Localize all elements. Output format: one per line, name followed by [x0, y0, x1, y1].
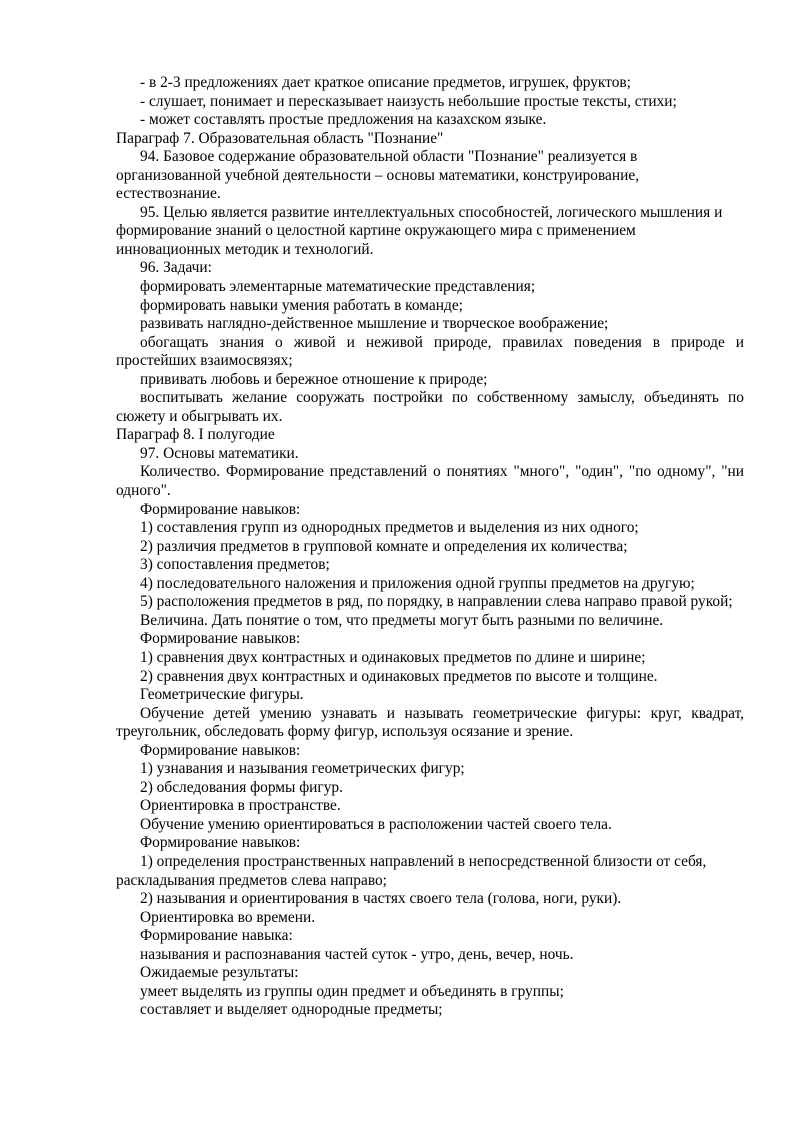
paragraph: развивать наглядно-действенное мышление и творческое воображение; [140, 315, 609, 333]
paragraph: Формирование навыков: [140, 741, 301, 759]
paragraph: 2) различия предметов в групповой комнате и определения их количества; [140, 537, 628, 555]
paragraph: Формирование навыков: [140, 630, 301, 648]
paragraph: - может составлять простые предложения на казахском языке. [140, 111, 547, 129]
paragraph: Геометрические фигуры. [140, 686, 304, 704]
paragraph: формировать элементарные математические представления; [140, 278, 536, 296]
paragraph: 1) определения пространственных направлений в непосредственной близости от себя, раскладывания предметов слева направо; [116, 852, 707, 889]
paragraph: 94. Базовое содержание образовательной области "Познание" реализуется в организованной учебной деятельности – основы математики, конструирование, естествознание. [116, 148, 640, 203]
paragraph: Формирование навыка: [140, 927, 293, 945]
paragraph: 2) сравнения двух контрастных и одинаковых предметов по высоте и толщине. [140, 667, 658, 685]
paragraph: прививать любовь и бережное отношение к природе; [140, 370, 488, 388]
paragraph: формировать навыки умения работать в команде; [140, 296, 463, 314]
paragraph: Ориентировка в пространстве. [140, 797, 341, 815]
paragraph: Обучение умению ориентироваться в расположении частей своего тела. [140, 815, 612, 833]
paragraph: 2) обследования формы фигур. [140, 778, 343, 796]
paragraph: 4) последовательного наложения и приложения одной группы предметов на другую; [140, 574, 695, 592]
paragraph: называния и распознавания частей суток - утро, день, вечер, ночь. [140, 945, 574, 963]
document-body [116, 74, 744, 1020]
paragraph: 1) узнавания и называния геометрических фигур; [140, 760, 465, 778]
paragraph: - в 2-3 предложениях дает краткое описание предметов, игрушек, фруктов; [140, 74, 631, 91]
paragraph: обогащать знания о живой и неживой природе, правилах поведения в природе и простейших взаимосвязях; [116, 333, 744, 370]
paragraph: воспитывать желание сооружать постройки по собственному замыслу, объединять по сюжету и обыгрывать их. [116, 389, 744, 425]
paragraph: Формирование навыков: [140, 500, 301, 518]
paragraph: 96. Задачи: [140, 259, 212, 277]
paragraph: Параграф 7. Образовательная область "Познание" [116, 129, 444, 147]
paragraph: Формирование навыков: [140, 834, 301, 852]
paragraph: Ориентировка во времени. [140, 908, 316, 926]
paragraph: 1) сравнения двух контрастных и одинаковых предметов по длине и ширине; [140, 648, 646, 666]
paragraph: Параграф 8. I полугодие [116, 426, 275, 444]
paragraph: 2) называния и ориентирования в частях своего тела (голова, ноги, руки). [140, 890, 622, 908]
paragraph: Ожидаемые результаты: [140, 964, 299, 982]
paragraph: 1) составления групп из однородных предметов и выделения из них одного; [140, 519, 639, 537]
paragraph: 5) расположения предметов в ряд, по порядку, в направлении слева направо правой рукой; [140, 593, 733, 611]
paragraph: Количество. Формирование представлений о понятиях "много", "один", "по одному", "ни одного". [116, 463, 744, 500]
paragraph: 95. Целью является развитие интеллектуальных способностей, логического мышления и формирование знаний о целостной картине окружающего мира с применением инновационных методик и технологий. [116, 203, 723, 258]
paragraph: 97. Основы математики. [140, 444, 299, 462]
paragraph: составляет и выделяет однородные предметы; [140, 1001, 443, 1019]
paragraph: - слушает, понимает и пересказывает наизусть небольшие простые тексты, стихи; [140, 92, 677, 110]
paragraph: 3) сопоставления предметов; [140, 556, 330, 574]
paragraph: Обучение детей умению узнавать и называть геометрические фигуры: круг, квадрат, треугольник, обследовать форму фигур, используя осязание и зрение. [116, 704, 744, 741]
paragraph: умеет выделять из группы один предмет и объединять в группы; [140, 982, 564, 1000]
paragraph: Величина. Дать понятие о том, что предметы могут быть разными по величине. [140, 611, 664, 629]
